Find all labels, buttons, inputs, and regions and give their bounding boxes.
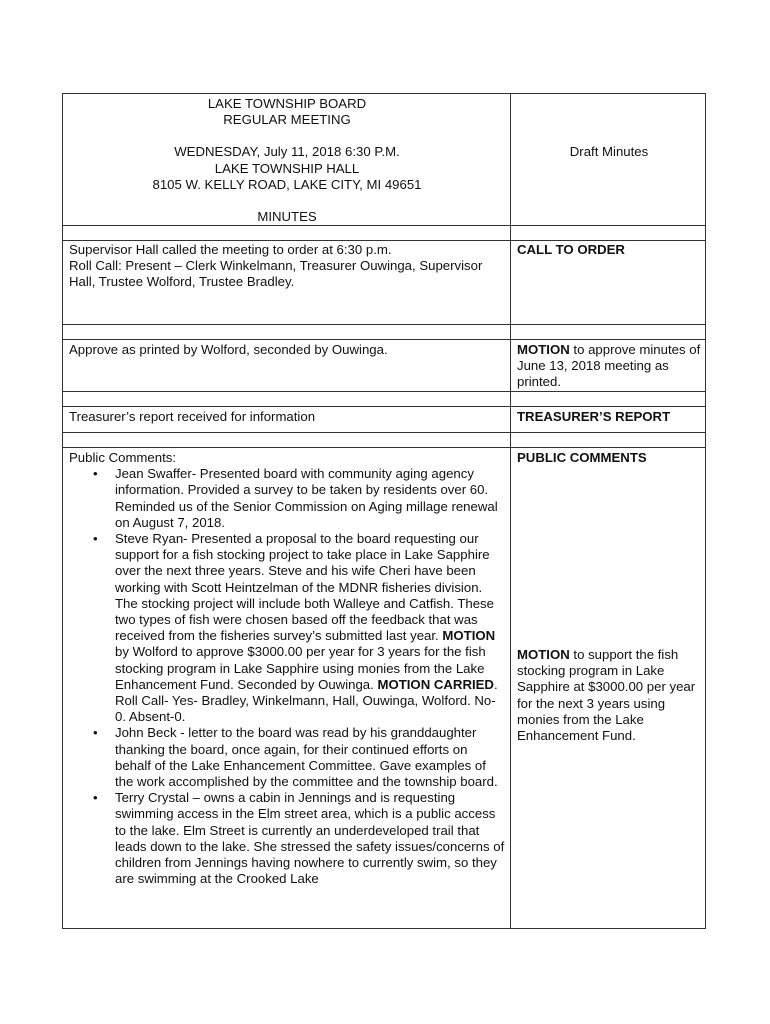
call-to-order-text <box>69 242 505 291</box>
public-comments-label: PUBLIC COMMENTS <box>517 450 647 465</box>
public-comments-intro: Public Comments: <box>69 450 177 465</box>
motion-text: to support the fish stocking program in Lake Sapphire at $3000.00 per year for the next 3 years using monies from the Lake Enhancement Fund. <box>517 647 696 744</box>
list-item <box>69 790 505 887</box>
call-to-order-heading <box>517 242 701 258</box>
comment-text: Terry Crystal – owns a cabin in Jennings and is requesting swimming access in the Elm street area, which is a public access to the lake. Elm Street is currently an underdeveloped trail that leads down to the lake. She stressed the safety issues/concerns of children from Jennings having nowhere to currently swim, so they are swimming at the Crooked Lake <box>115 790 505 887</box>
list-item <box>69 466 505 531</box>
motion-label: MOTION <box>517 647 570 662</box>
comment-text: John Beck - letter to the board was read by his granddaughter thanking the board, once again, for their continued efforts on behalf of the Lake Enhancement Committee. Gave examples of the work accomplished by the committee and the township board. <box>115 725 498 790</box>
header-minutes-label: MINUTES <box>257 209 317 225</box>
row-divider <box>63 432 705 433</box>
public-comments-text <box>69 450 505 887</box>
fish-stocking-motion <box>517 647 701 744</box>
comment-text: . Roll Call- Yes- Bradley, Winkelmann, Hall, Ouwinga, Wolford. No-0. Absent-0. <box>115 676 498 725</box>
list-item <box>69 725 505 790</box>
column-divider <box>510 94 511 928</box>
row-divider <box>63 240 705 241</box>
header-address: 8105 W. KELLY ROAD, LAKE CITY, MI 49651 <box>152 176 422 192</box>
row-divider <box>63 339 705 340</box>
meeting-header <box>69 96 505 225</box>
motion-text: to approve minutes of June 13, 2018 meeting as printed. <box>517 342 701 390</box>
draft-label: Draft Minutes <box>569 144 649 159</box>
public-comments-heading <box>517 450 701 466</box>
public-comments-list <box>69 466 505 887</box>
comment-text: by Wolford to approve $3000.00 per year for 3 years for the fish stocking program in Lake Sapphire using monies from the Lake Enhancement Fund. Seconded by Ouwinga. <box>115 644 486 692</box>
treasurer-text: Treasurer’s report received for information <box>69 409 316 424</box>
comment-text: Steve Ryan- Presented a proposal to the board requesting our support for a fish stocking project to take place in Lake Sapphire over the next three years. Steve and his wife Cheri have been working with Scott Heintzelman of the MDNR fisheries division. The stocking project will include both Walleye and Catfish. These two types of fish were chosen based off the feedback that was received from the fisheries survey’s submitted last year. <box>115 531 494 644</box>
list-item <box>69 531 505 725</box>
call-to-order-line: Supervisor Hall called the meeting to order at 6:30 p.m. <box>69 242 392 257</box>
header-venue: LAKE TOWNSHIP HALL <box>214 160 360 176</box>
treasurer-label: TREASURER’S REPORT <box>517 409 671 424</box>
approve-minutes-motion <box>517 342 701 391</box>
treasurer-heading <box>517 409 701 425</box>
row-divider <box>63 324 705 325</box>
motion-label: MOTION <box>442 628 496 644</box>
header-subtitle: REGULAR MEETING <box>223 112 351 128</box>
minutes-table <box>62 93 706 929</box>
header-title: LAKE TOWNSHIP BOARD <box>207 96 367 111</box>
comment-text: Jean Swaffer- Presented board with community aging agency information. Provided a survey to be taken by residents over 60. Reminded us of the Senior Commission on Aging millage renewal on August 7, 2018. <box>115 466 498 530</box>
motion-label: MOTION <box>517 342 570 357</box>
row-divider <box>63 406 705 407</box>
header-date: WEDNESDAY, July 11, 2018 6:30 P.M. <box>174 144 400 160</box>
roll-call-line: Roll Call: Present – Clerk Winkelmann, Treasurer Ouwinga, Supervisor Hall, Trustee Wolford, Trustee Bradley. <box>69 258 483 290</box>
motion-carried-label: MOTION CARRIED <box>377 676 494 692</box>
row-divider <box>63 447 705 448</box>
row-divider <box>63 391 705 392</box>
call-to-order-label: CALL TO ORDER <box>517 242 625 257</box>
approve-minutes-text: Approve as printed by Wolford, seconded by Ouwinga. <box>69 342 388 357</box>
